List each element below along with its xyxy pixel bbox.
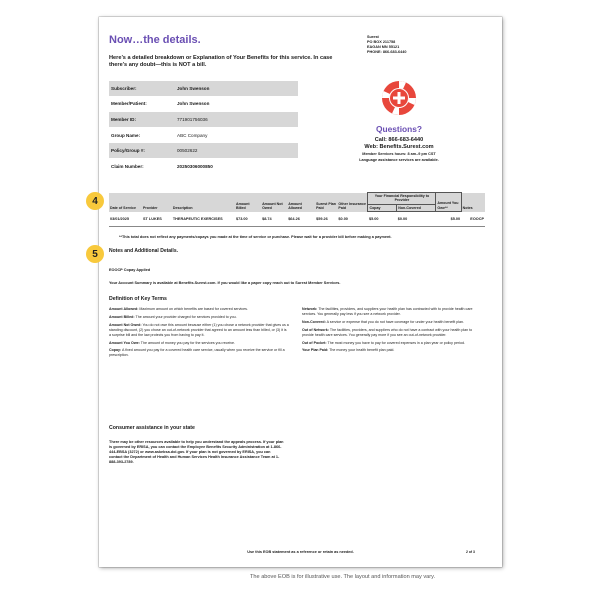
page-number: 2 of 3 — [466, 550, 475, 554]
questions-hours: Member Services hours: 8 am–9 pm CST — [362, 152, 436, 156]
definition-item — [109, 348, 289, 358]
definitions-left-column — [109, 307, 289, 361]
definition-text: A service or expense that you do not have coverage for under your health benefit plan. — [326, 319, 465, 324]
questions-language: Language assistance services are available. — [359, 158, 439, 162]
member-info-table — [109, 81, 298, 175]
callout-marker-5: 5 — [86, 245, 104, 263]
notes-line-2: Your Account Summary is available at Benefits.Surest.com. If you would like a paper copy reach out to Surest Member Services. — [109, 281, 341, 285]
col-notes: Notes — [461, 193, 485, 212]
definition-text: Maximum amount on which benefits are based for covered services. — [139, 307, 248, 311]
definition-item — [109, 307, 289, 312]
definition-text: The most money you have to pay for covered expenses in a plan year or policy period. — [327, 340, 465, 345]
cell-allowed: $64.26 — [287, 212, 315, 227]
cell-copay: $5.00 — [368, 212, 397, 227]
definition-text: The facilities, providers, and suppliers who do not have a contract with your health plan to provide health care services. You generally pay more if you see an out-of-network provider. — [302, 327, 473, 337]
return-address — [367, 35, 406, 55]
col-responsibility-group: Your Financial Responsibility to Provider — [368, 193, 436, 205]
definition-term: Your Plan Paid: — [302, 348, 329, 353]
col-other-insurance: Other Insurance Paid — [337, 193, 368, 212]
definition-item — [109, 315, 289, 320]
consumer-title: Consumer assistance in your state — [109, 425, 195, 431]
address-phone: PHONE: 866-683-6440 — [367, 50, 407, 54]
cell-plan-paid: $59.26 — [315, 212, 337, 227]
definition-term: Amount Not Owed: — [109, 322, 142, 327]
eob-page — [99, 17, 502, 567]
info-row-policy — [109, 143, 298, 158]
page-subtitle: Here’s a detailed breakdown or Explanation of Your Benefits for this service. In case there’s any doubt—this is NOT a bill. — [109, 55, 333, 68]
page-title: Now…the details. — [109, 34, 201, 46]
info-value: 20250306000850 — [177, 163, 213, 169]
consumer-text: There may be other resources available to help you understand the appeals process. If your plan is governed by ERISA, you can contact the Employee Benefits Security Administration at 1-866-444-EBSA (3272) or www.askebsa.dol.gov. If your plan is not governed by ERISA, you can contact the Department of Health and Human Services Health Insurance Assistance Team at 1-888-393-2789. — [109, 440, 284, 465]
definition-item — [302, 328, 482, 338]
footer-statement: Use this EOB statement as a reference or retain as needed. — [247, 550, 354, 554]
definition-term: Copay: — [109, 348, 122, 353]
col-billed: Amount Billed — [235, 193, 261, 212]
col-non-covered: Non-Covered — [397, 204, 436, 211]
cell-amount-owed: $5.00 — [436, 212, 461, 227]
definition-item — [109, 323, 289, 338]
info-label: Claim Number: — [111, 163, 144, 169]
definition-item — [302, 320, 482, 325]
notes-title: Notes and Additional Details. — [109, 248, 178, 254]
cell-other-insurance: $0.00 — [337, 212, 368, 227]
cell-not-owed: $8.74 — [261, 212, 287, 227]
info-label: Group Name: — [111, 132, 141, 138]
definition-text: The facilities, providers, and suppliers your health plan has contracted with to provide health care services. You generally pay less if you see a network provider. — [302, 307, 473, 316]
questions-title: Questions? — [375, 124, 423, 134]
definition-term: Non-Covered: — [302, 319, 326, 324]
table-row — [109, 212, 485, 227]
definition-item — [302, 348, 482, 353]
definition-term: Amount You Owe: — [109, 340, 140, 345]
definition-text: You do not owe this amount because either (1) you chose a network provider that gives us a standing discount, (2) you chose an out-of-network provider that agreed to an amount less than billed, or (3) it is a surprise bill and the law protects you from having to pay it. — [109, 322, 289, 337]
illustration-caption: The above EOB is for illustrative use. The layout and information may vary. — [250, 574, 436, 580]
definition-item — [109, 341, 289, 346]
address-name: Surest — [367, 35, 379, 39]
info-row-subscriber — [109, 81, 298, 96]
definitions-title: Definition of Key Terms — [109, 296, 167, 302]
info-value: John Swenson — [177, 101, 210, 107]
col-amount-owed: Amount You Owe** — [436, 193, 461, 212]
address-city: EAGAN MN 55121 — [367, 45, 400, 49]
cell-non-covered: $0.00 — [397, 212, 436, 227]
col-description: Description — [172, 193, 235, 212]
notes-line-1: EOOCP Copay Applied — [109, 268, 151, 272]
definition-text: The amount of money you pay for the services you receive. — [140, 340, 236, 345]
info-label: Member/Patient: — [111, 101, 147, 107]
col-allowed: Amount Allowed — [287, 193, 315, 212]
info-value: 771901756036 — [177, 116, 208, 122]
info-row-claim-number — [109, 159, 298, 174]
col-date: Date of Service — [109, 193, 142, 212]
cell-description: THERAPEUTIC EXERCISES — [172, 212, 235, 227]
definition-text: A fixed amount you pay for a covered health care service, usually when you receive the service or fill a prescription. — [109, 348, 285, 358]
definition-term: Network: — [302, 307, 318, 311]
claims-table — [109, 192, 485, 227]
questions-web: Web: Benefits.Surest.com — [364, 144, 434, 150]
callout-marker-4: 4 — [86, 192, 104, 210]
definition-term: Amount Allowed: — [109, 307, 139, 311]
definition-text: The amount your provider charged for services provided to you. — [135, 314, 237, 319]
info-row-group-name — [109, 128, 298, 143]
col-plan-paid: Surest Plan Paid — [315, 193, 337, 212]
cell-billed: $73.00 — [235, 212, 261, 227]
claims-footnote: **This total does not reflect any payments/copays you made at the time of service or purchase. Please wait for a provider bill before making a payment. — [119, 235, 392, 239]
definition-term: Amount Billed: — [109, 314, 135, 319]
definition-term: Out of Pocket: — [302, 340, 327, 345]
info-row-member-id — [109, 112, 298, 127]
info-value: John Swenson — [177, 85, 210, 91]
col-copay: Copay — [368, 204, 397, 211]
info-value: ABC Company — [177, 132, 208, 138]
definition-item — [302, 341, 482, 346]
address-pobox: PO BOX 211758 — [367, 40, 396, 44]
questions-call: Call: 866-683-6440 — [374, 137, 424, 143]
col-not-owed: Amount Not Owed — [261, 193, 287, 212]
info-label: Member ID: — [111, 116, 137, 122]
cell-notes: EOOCP — [461, 212, 485, 227]
definition-text: The money your health benefit plan paid. — [329, 348, 395, 353]
definition-item — [302, 307, 482, 317]
lifebuoy-icon — [379, 78, 419, 118]
definitions-right-column — [302, 307, 482, 356]
cell-date: 03/01/2025 — [109, 212, 142, 227]
info-label: Policy/Group #: — [111, 148, 145, 154]
cell-provider: ST LUKES — [142, 212, 172, 227]
definition-term: Out of Network: — [302, 327, 329, 332]
info-label: Subscriber: — [111, 85, 137, 91]
info-value: 00502622 — [177, 148, 198, 154]
col-provider: Provider — [142, 193, 172, 212]
info-row-member — [109, 97, 298, 112]
